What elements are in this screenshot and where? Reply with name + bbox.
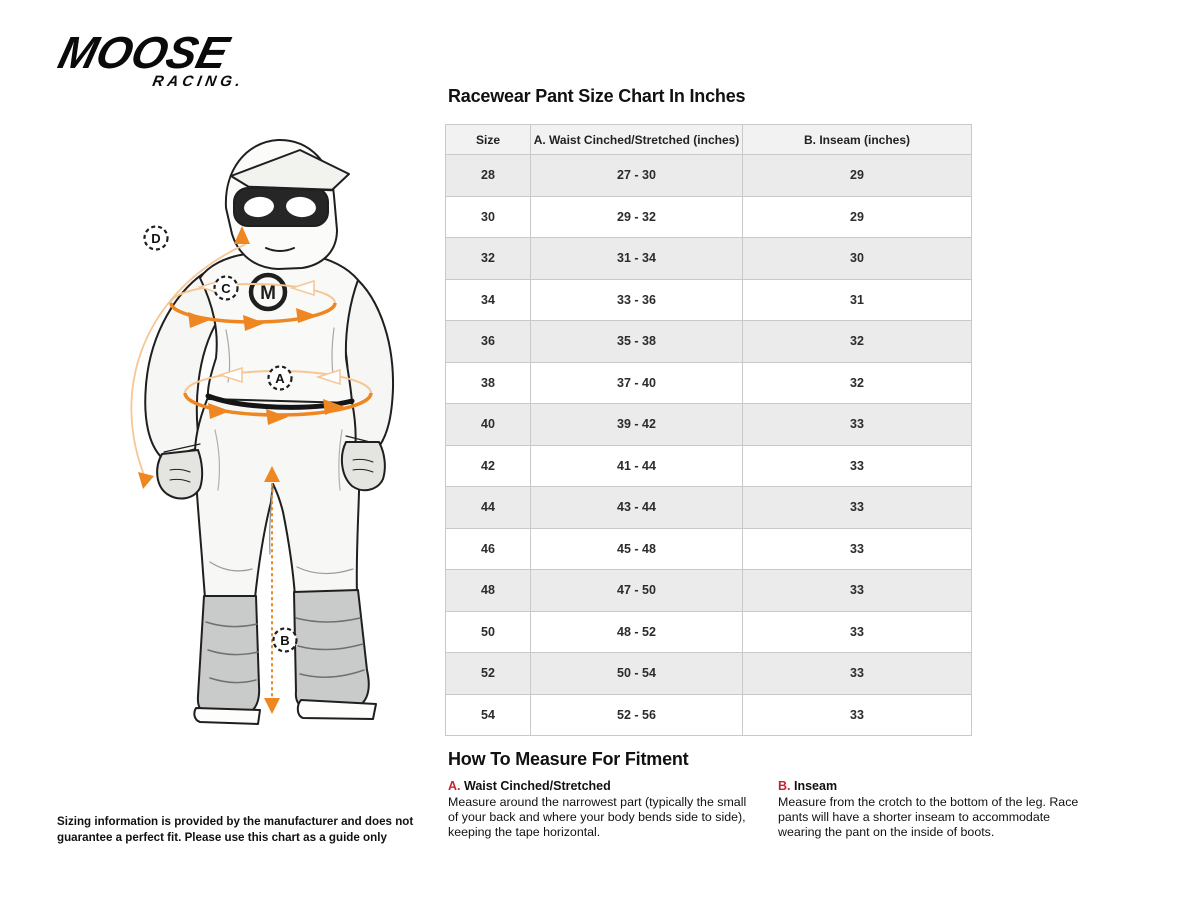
waist-cell: 43 - 44: [531, 487, 743, 529]
size-cell: 42: [446, 445, 531, 487]
size-cell: 46: [446, 528, 531, 570]
waist-cell: 39 - 42: [531, 404, 743, 446]
measure-letter-a: A.: [448, 779, 461, 793]
size-cell: 54: [446, 694, 531, 736]
table-row: [446, 487, 972, 529]
rider-illustration: [50, 130, 440, 750]
inseam-cell: 33: [743, 528, 972, 570]
waist-cell: 33 - 36: [531, 279, 743, 321]
measure-item-waist-label: [448, 779, 756, 793]
table-row: [446, 404, 972, 446]
marker-c-label: C: [221, 281, 231, 296]
inseam-cell: 29: [743, 155, 972, 197]
table-row: [446, 528, 972, 570]
inseam-cell: 32: [743, 321, 972, 363]
size-cell: 40: [446, 404, 531, 446]
size-cell: 30: [446, 196, 531, 238]
inseam-cell: 29: [743, 196, 972, 238]
waist-cell: 48 - 52: [531, 611, 743, 653]
col-header-inseam: B. Inseam (inches): [743, 125, 972, 155]
table-row: [446, 155, 972, 197]
size-cell: 34: [446, 279, 531, 321]
waist-cell: 47 - 50: [531, 570, 743, 612]
waist-cell: 29 - 32: [531, 196, 743, 238]
measure-text-waist: Measure around the narrowest part (typically the small of your back and where your body bends side to side), keeping the tape horizontal.: [448, 795, 747, 839]
inseam-cell: 30: [743, 238, 972, 280]
measure-item-inseam: [778, 779, 1086, 840]
table-row: [446, 279, 972, 321]
rider-body: [145, 140, 393, 724]
waist-cell: 35 - 38: [531, 321, 743, 363]
table-row: [446, 196, 972, 238]
inseam-cell: 33: [743, 653, 972, 695]
measure-item-waist: [448, 779, 756, 840]
size-cell: 50: [446, 611, 531, 653]
inseam-cell: 33: [743, 487, 972, 529]
rider-measurement-figure: [50, 130, 440, 750]
col-header-waist: A. Waist Cinched/Stretched (inches): [531, 125, 743, 155]
inseam-cell: 33: [743, 694, 972, 736]
waist-cell: 31 - 34: [531, 238, 743, 280]
measure-item-inseam-label: [778, 779, 1086, 793]
inseam-cell: 33: [743, 445, 972, 487]
waist-cell: 50 - 54: [531, 653, 743, 695]
waist-cell: 37 - 40: [531, 362, 743, 404]
measure-label-waist: Waist Cinched/Stretched: [463, 779, 611, 793]
size-cell: 28: [446, 155, 531, 197]
table-row: [446, 445, 972, 487]
marker-d-label: D: [151, 231, 161, 246]
inseam-cell: 33: [743, 404, 972, 446]
waist-cell: 52 - 56: [531, 694, 743, 736]
col-header-size: Size: [446, 125, 531, 155]
marker-a-label: A: [275, 371, 285, 386]
table-row: [446, 570, 972, 612]
size-cell: 36: [446, 321, 531, 363]
inseam-cell: 33: [743, 570, 972, 612]
page-title: Racewear Pant Size Chart In Inches: [448, 86, 746, 106]
inseam-cell: 32: [743, 362, 972, 404]
logo-word-moose: MOOSE: [53, 27, 234, 78]
logo-word-racing: RACING.: [151, 73, 246, 91]
table-row: [446, 694, 972, 736]
jersey-logo-letter: M: [260, 283, 276, 304]
disclaimer-text: Sizing information is provided by the manufacturer and does not guarantee a perfect fit. Please use this chart as a guide only: [57, 815, 414, 844]
inseam-cell: 33: [743, 611, 972, 653]
moose-racing-logo: [53, 27, 250, 91]
size-cell: 48: [446, 570, 531, 612]
table-row: [446, 362, 972, 404]
measure-label-inseam: Inseam: [793, 779, 838, 793]
table-row: [446, 653, 972, 695]
how-to-measure-section: [448, 749, 1098, 840]
inseam-cell: 31: [743, 279, 972, 321]
size-cell: 32: [446, 238, 531, 280]
measure-text-inseam: Measure from the crotch to the bottom of the leg. Race pants will have a shorter inseam to accommodate wearing the pant on the inside of boots.: [778, 795, 1079, 839]
table-header-row: [446, 125, 972, 155]
waist-cell: 41 - 44: [531, 445, 743, 487]
waist-cell: 27 - 30: [531, 155, 743, 197]
size-cell: 38: [446, 362, 531, 404]
size-chart-table: [445, 124, 972, 736]
size-cell: 52: [446, 653, 531, 695]
measure-letter-b: B.: [778, 779, 791, 793]
table-row: [446, 321, 972, 363]
table-row: [446, 238, 972, 280]
marker-b-label: B: [280, 633, 290, 648]
how-to-measure-title: How To Measure For Fitment: [448, 749, 689, 769]
size-cell: 44: [446, 487, 531, 529]
waist-cell: 45 - 48: [531, 528, 743, 570]
table-row: [446, 611, 972, 653]
